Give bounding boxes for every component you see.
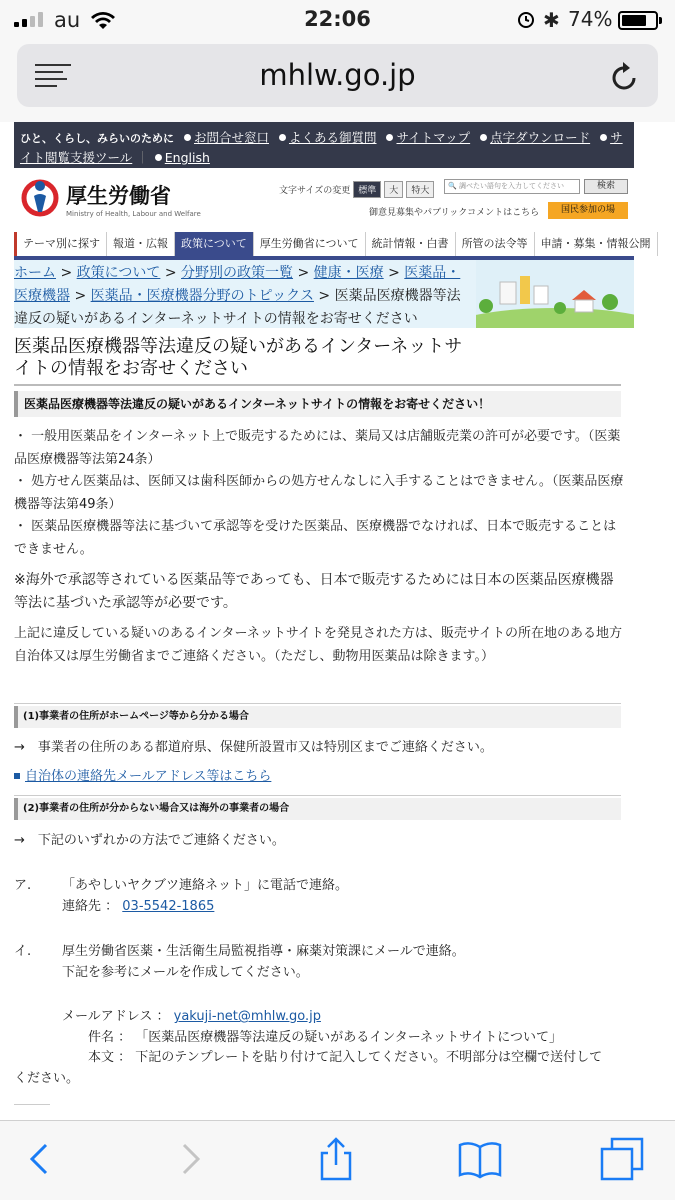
breadcrumb-topics[interactable]: 医薬品・医療機器分野のトピックス (90, 288, 314, 304)
browser-url-area (0, 40, 675, 122)
url-domain[interactable]: mhlw.go.jp (259, 58, 416, 92)
nav-theme[interactable]: テーマ別に探す (14, 232, 107, 256)
sub-heading: 医薬品医療機器等法違反の疑いがあるインターネットサイトの情報をお寄せください！ (14, 391, 621, 417)
link-english[interactable]: English (164, 150, 210, 165)
breadcrumb-policy[interactable]: 政策について (76, 265, 161, 281)
option-b-text2: 下記を参考にメールを作成してください。 (62, 965, 309, 980)
mail-address-row: メールアドレス ： yakuji-net@mhlw.go.jp (62, 1009, 321, 1024)
font-size-xlarge-button[interactable]: 特大 (406, 181, 434, 198)
status-bar (0, 0, 675, 40)
reload-icon[interactable] (610, 60, 640, 92)
section-divider (14, 795, 621, 796)
site-tagline: ひと、くらし、みらいのために (20, 132, 174, 145)
link-braille[interactable]: 点字ダウンロード (490, 130, 591, 145)
bluetooth-icon: ✱ (543, 8, 560, 32)
breadcrumb-health[interactable]: 健康・医療 (313, 265, 384, 281)
bullet-item: ・ 医薬品医療機器等法に基づいて承認等を受けた医薬品、医療機器でなければ、日本で販売することはできません。 (14, 519, 617, 557)
font-size-standard-button[interactable]: 標準 (353, 181, 381, 198)
site-logo-title[interactable]: 厚生労働省 (66, 184, 171, 208)
battery-icon (618, 11, 658, 30)
nav-application[interactable]: 申請・募集・情報公開 (535, 232, 658, 256)
bookmarks-icon[interactable] (458, 1137, 502, 1181)
option-b-text: 厚生労働省医薬・生活衛生局監視指導・麻薬対策課にメールで連絡。 (62, 944, 465, 959)
phone-link[interactable]: 03-5542-1865 (122, 899, 215, 914)
option-a-text: 「あやしいヤクブツ連絡ネット」に電話で連絡。 (62, 878, 349, 893)
browser-toolbar (0, 1120, 675, 1200)
link-sitemap[interactable]: サイトマップ (396, 130, 471, 145)
nav-about[interactable]: 厚生労働省について (254, 232, 366, 256)
site-search-input[interactable]: 🔍 調べたい語句を入力してください (444, 179, 580, 194)
option-a-contact: 連絡先 ： 03-5542-1865 (62, 899, 215, 914)
nav-press[interactable]: 報道・広報 (107, 232, 175, 256)
breadcrumb-home[interactable]: ホーム (14, 265, 56, 281)
forward-icon[interactable] (168, 1137, 212, 1181)
public-comment-link[interactable]: 御意見募集やパブリックコメントはこちら (369, 208, 540, 218)
link-access-tools[interactable]: サイト閲覧支援ツール (20, 130, 623, 165)
site-utility-bar: ひと、くらし、みらいのために お問合せ窓口 よくある御質問 サイトマップ 点字ダウンロード サイト閲覧支援ツール ｜ English (14, 122, 634, 168)
breadcrumb-drugs[interactable]: 医薬品・医療機器 (14, 265, 461, 304)
site-search-button[interactable]: 検索 (584, 179, 628, 194)
bullet-item: ・ 一般用医薬品をインターネット上で販売するためには、薬局又は店舗販売業の許可が必要です。（医薬品医療機器等法第24条） (14, 429, 621, 467)
local-gov-contact-link[interactable]: 自治体の連絡先メールアドレス等はこちら (25, 769, 272, 784)
breadcrumb-policy-list[interactable]: 分野別の政策一覧 (181, 265, 294, 281)
title-divider (14, 384, 621, 386)
carrier-label: au (54, 8, 81, 32)
note-text: ※海外で承認等されている医薬品等であっても、日本で販売するためには日本の医薬品医療機器等法に基づいた承認等が必要です。 (14, 572, 614, 611)
nav-policy[interactable]: 政策について (175, 232, 254, 256)
search-icon: 🔍 (448, 182, 457, 190)
font-size-switcher (279, 181, 434, 198)
alarm-icon (516, 9, 536, 29)
bullet-item: ・ 処方せん医薬品は、医師又は歯科医師からの処方せんなしに入手することはできません。（医薬品医療機器等法第49条） (14, 474, 624, 512)
link-contact[interactable]: お問合せ窓口 (193, 130, 269, 145)
site-header (14, 170, 634, 230)
section2-intro: → 下記のいずれかの方法でご連絡ください。 (14, 833, 285, 848)
contact-instruction: 上記に違反している疑いのあるインターネットサイトを発見された方は、販売サイトの所在地のある地方自治体又は厚生労働省までご連絡ください。（ただし、動物用医薬品は除きます。） (14, 626, 623, 664)
breadcrumb: ホーム > 政策について > 分野別の政策一覧 > 健康・医療 > 医薬品・医療機器 > 医薬品・医療機器分野のトピックス > 医薬品医療機器等法違反の疑いがあるインターネットサイトの情報をお寄せください (14, 265, 461, 327)
back-icon[interactable] (18, 1137, 62, 1181)
email-link[interactable]: yakuji-net@mhlw.go.jp (173, 1009, 321, 1024)
clock: 22:06 (304, 7, 371, 31)
link-faq[interactable]: よくある御質問 (288, 130, 377, 145)
section1-heading: (1)事業者の住所がホームページ等から分かる場合 (14, 706, 621, 728)
main-content (14, 426, 624, 668)
battery-percent: 74% (568, 7, 613, 31)
option-a-label: ア. (14, 878, 32, 893)
section-divider (14, 1104, 50, 1105)
global-nav (14, 232, 651, 260)
section1-link-row (14, 765, 271, 784)
option-b-label: イ. (14, 944, 32, 959)
font-size-large-button[interactable]: 大 (384, 181, 403, 198)
breadcrumb-current: 医薬品医療機器等法違反の疑いがあるインターネットサイトの情報をお寄せください (14, 288, 461, 327)
share-icon[interactable] (314, 1137, 358, 1181)
tabs-icon[interactable] (600, 1137, 644, 1181)
link-bullet-icon (14, 773, 20, 779)
breadcrumb-area (14, 260, 634, 328)
site-logo-subtitle: Ministry of Health, Labour and Welfare (66, 210, 201, 218)
mhlw-logo-icon[interactable] (20, 178, 60, 218)
section-divider (14, 703, 621, 704)
kokumin-sanka-button[interactable]: 国民参加の場 (548, 202, 628, 219)
mail-body-row: 本文 ： 下記のテンプレートを貼り付けて記入してください。不明部分は空欄で送付してください。 (14, 1050, 603, 1086)
section2-heading: (2)事業者の住所が分からない場合又は海外の事業者の場合 (14, 798, 621, 820)
nav-statistics[interactable]: 統計情報・白書 (366, 232, 456, 256)
mail-subject-row: 件名 ： 「医薬品医療機器等法違反の疑いがあるインターネットサイトについて」 (88, 1030, 562, 1045)
font-size-label: 文字サイズの変更 (279, 186, 351, 196)
town-illustration-icon (476, 260, 634, 328)
nav-laws[interactable]: 所管の法令等 (456, 232, 535, 256)
address-bar[interactable] (17, 44, 658, 107)
section1-text: → 事業者の住所のある都道府県、保健所設置市又は特別区までご連絡ください。 (14, 740, 493, 755)
page-title: 医薬品医療機器等法違反の疑いがあるインターネットサイトの情報をお寄せください (14, 336, 463, 379)
